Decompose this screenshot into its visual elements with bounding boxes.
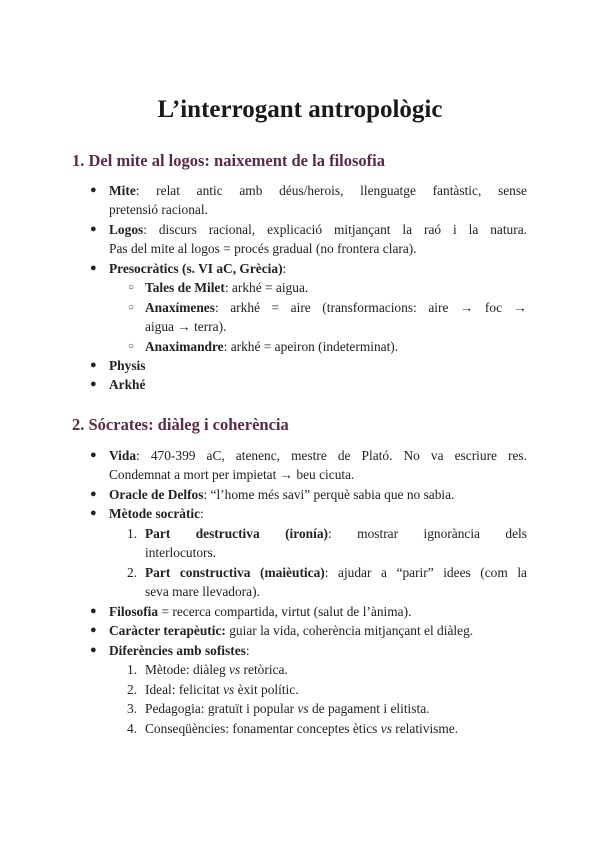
part1-term: Part destructiva (ironía) [145,526,328,541]
section-1-heading: 1. Del mite al logos: naixement de la filosofia [72,151,386,170]
filosofia-term: Filosofia [109,604,159,619]
tales-term: Tales de Milet [145,280,225,295]
anaximandre-term: Anaximandre [145,339,224,354]
tales-item: Tales de Milet: arkhé = aigua. [145,280,309,295]
circle-bullet-icon: ○ [128,341,135,352]
bullet-icon: ● [90,644,97,656]
sofistes-item: Diferències amb sofistes: [109,643,250,658]
bullet-icon: ● [90,262,97,274]
bullet-icon: ● [90,449,97,461]
vida-line-1: Vida: 470-399 aC, atenenc, mestre de Plató. No va escriure res. [109,448,527,463]
bullet-icon: ● [90,488,97,500]
circle-bullet-icon: ○ [128,282,135,293]
part2-line-2: seva mare llevadora). [145,584,260,599]
part1-line-2: interlocutors. [145,545,217,560]
list-number: 4. [127,721,138,736]
bullet-icon: ● [90,184,97,196]
circle-bullet-icon: ○ [128,302,135,313]
bullet-icon: ● [90,507,97,519]
page-title: L’interrogant antropològic [157,96,443,123]
diff-item-ideal: Ideal: felicitat vs èxit polític. [145,682,299,697]
anaximenes-term: Anaxímenes [145,300,215,315]
metode-item: Mètode socràtic: [109,506,204,521]
list-number: 2. [127,565,138,580]
vida-line-2: Condemnat a mort per impietat → beu cicuta. [109,467,355,482]
anaximandre-item: Anaximandre: arkhé = apeiron (indeterminat). [145,339,399,354]
oracle-item: Oracle de Delfos: “l’home més savi” perquè sabia que no sabia. [109,487,455,502]
part1-line-1: Part destructiva (ironía): mostrar ignorància dels [145,526,527,541]
vida-term: Vida [109,448,137,463]
bullet-icon: ● [90,378,97,390]
list-number: 1. [127,662,138,677]
metode-term: Mètode socràtic [109,506,201,521]
diff-item-metode: Mètode: diàleg vs retòrica. [145,662,288,677]
physis-item: Physis [109,358,146,373]
logos-term: Logos [109,222,144,237]
diff-item-pedagogia: Pedagogia: gratuït i popular vs de pagament i elitista. [145,701,430,716]
bullet-icon: ● [90,359,97,371]
terapeutic-term: Caràcter terapèutic: [109,623,226,638]
mite-line-2: pretensió racional. [109,202,208,217]
logos-line-1: Logos: discurs racional, explicació mitjançant la raó i la natura. [109,222,527,237]
mite-term: Mite [109,183,136,198]
presocratics-item: Presocràtics (s. VI aC, Grècia): [109,261,287,276]
list-number: 2. [127,682,138,697]
terapeutic-item: Caràcter terapèutic: guiar la vida, coherència mitjançant el diàleg. [109,623,474,638]
sofistes-term: Diferències amb sofistes [109,643,246,658]
oracle-term: Oracle de Delfos [109,487,204,502]
list-number: 1. [127,526,138,541]
list-number: 3. [127,701,138,716]
bullet-icon: ● [90,223,97,235]
anaximenes-line-1: Anaxímenes: arkhé = aire (transformacions: aire → foc → [145,300,527,315]
bullet-icon: ● [90,624,97,636]
part2-line-1: Part constructiva (maièutica): ajudar a “parir” idees (com la [145,565,527,580]
mite-line-1: Mite: relat antic amb déus/herois, llenguatge fantàstic, sense [109,183,527,198]
filosofia-item: Filosofia = recerca compartida, virtut (salut de l’ànima). [109,604,412,619]
section-2-heading: 2. Sócrates: diàleg i coherència [72,415,289,434]
bullet-icon: ● [90,605,97,617]
presocratics-term: Presocràtics (s. VI aC, Grècia) [109,261,283,276]
anaximenes-line-2: aigua → terra). [145,319,227,334]
diff-item-consequencies: Conseqüències: fonamentar conceptes ètics vs relativisme. [145,721,459,736]
logos-line-2: Pas del mite al logos = procés gradual (no frontera clara). [109,241,417,256]
part2-term: Part constructiva (maièutica) [145,565,325,580]
arkhe-item: Arkhé [109,377,146,392]
